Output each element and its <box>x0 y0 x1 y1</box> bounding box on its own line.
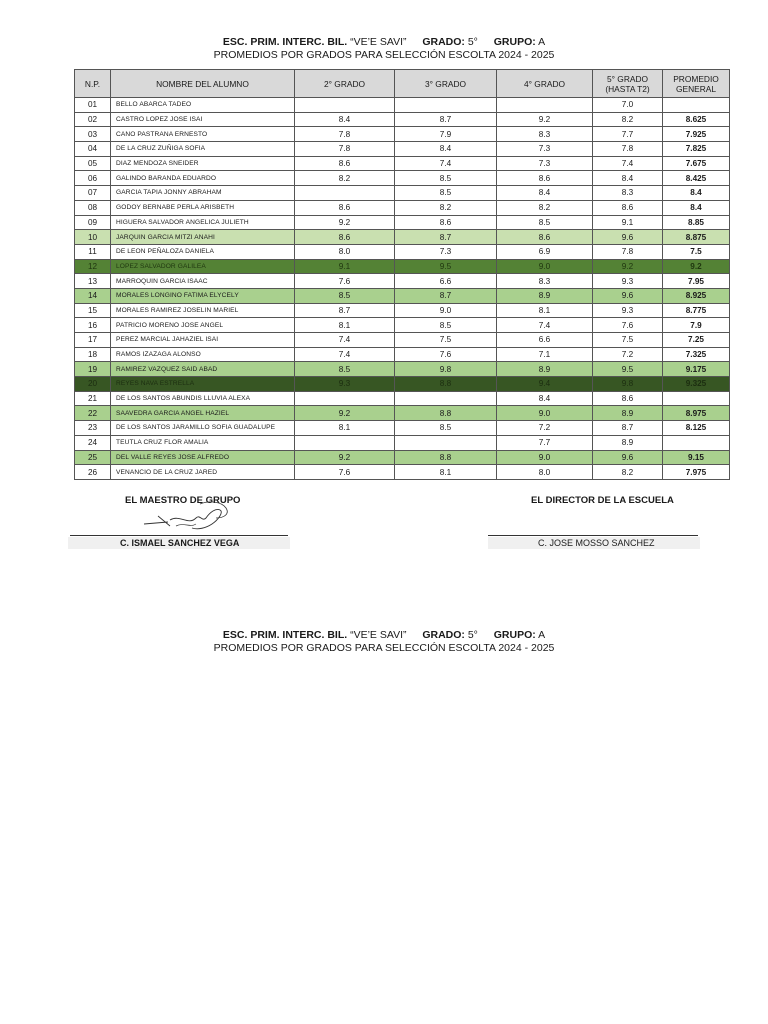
director-signature-title: EL DIRECTOR DE LA ESCUELA <box>531 495 674 506</box>
cell-grade5: 8.4 <box>593 171 663 186</box>
cell-grade2: 8.7 <box>295 303 395 318</box>
school-label: ESC. PRIM. INTERC. BIL. <box>222 36 348 48</box>
cell-student-name: CANO PASTRANA ERNESTO <box>111 127 295 142</box>
cell-grade3: 7.6 <box>395 347 497 362</box>
cell-grade3: 7.4 <box>395 156 497 171</box>
cell-grade2: 8.5 <box>295 288 395 303</box>
cell-grade2: 7.4 <box>295 333 395 348</box>
cell-grade5: 7.0 <box>593 98 663 113</box>
table-row <box>75 333 730 348</box>
cell-grade5: 9.8 <box>593 377 663 392</box>
document-subtitle: PROMEDIOS POR GRADOS PARA SELECCIÓN ESCOLTA 2024 - 2025 <box>213 49 555 61</box>
cell-grade4: 8.3 <box>497 127 593 142</box>
cell-grade3: 8.4 <box>395 142 497 157</box>
col-header-average: PROMEDIO GENERAL <box>663 70 730 98</box>
cell-grade4: 7.3 <box>497 156 593 171</box>
cell-np: 15 <box>75 303 111 318</box>
cell-grade4: 8.0 <box>497 465 593 480</box>
cell-grade5: 8.6 <box>593 200 663 215</box>
cell-average: 8.625 <box>663 112 730 127</box>
cell-grade2: 7.8 <box>295 127 395 142</box>
cell-student-name: MORALES RAMIREZ JOSELIN MARIEL <box>111 303 295 318</box>
cell-grade5: 9.6 <box>593 450 663 465</box>
cell-grade4: 9.4 <box>497 377 593 392</box>
cell-grade5: 8.2 <box>593 465 663 480</box>
cell-student-name: HIGUERA SALVADOR ANGELICA JULIETH <box>111 215 295 230</box>
cell-average: 7.5 <box>663 244 730 259</box>
table-header-row <box>75 70 730 98</box>
cell-grade3: 8.7 <box>395 230 497 245</box>
school-name: “VE’E SAVI” <box>350 36 407 48</box>
table-row <box>75 303 730 318</box>
cell-average: 7.675 <box>663 156 730 171</box>
cell-grade5: 9.1 <box>593 215 663 230</box>
cell-grade2: 8.6 <box>295 230 395 245</box>
cell-grade5: 7.8 <box>593 142 663 157</box>
cell-grade5: 8.7 <box>593 421 663 436</box>
grades-table <box>74 69 730 480</box>
cell-np: 03 <box>75 127 111 142</box>
col-header-grade5: 5° GRADO (HASTA T2) <box>593 70 663 98</box>
table-row <box>75 156 730 171</box>
cell-average: 9.15 <box>663 450 730 465</box>
cell-grade4: 8.6 <box>497 171 593 186</box>
cell-np: 04 <box>75 142 111 157</box>
cell-grade2: 7.6 <box>295 465 395 480</box>
teacher-name: C. ISMAEL SANCHEZ VEGA <box>120 538 240 548</box>
cell-grade4: 9.0 <box>497 406 593 421</box>
table-row <box>75 406 730 421</box>
group-value: A <box>538 36 546 48</box>
col-header-grade2: 2° GRADO <box>295 70 395 98</box>
col-header-name: NOMBRE DEL ALUMNO <box>111 70 295 98</box>
cell-grade4: 8.1 <box>497 303 593 318</box>
cell-np: 20 <box>75 377 111 392</box>
cell-grade2: 8.6 <box>295 200 395 215</box>
table-row <box>75 347 730 362</box>
table-row <box>75 391 730 406</box>
document-header <box>0 36 768 62</box>
cell-average: 8.975 <box>663 406 730 421</box>
cell-grade2: 8.1 <box>295 318 395 333</box>
cell-average: 8.775 <box>663 303 730 318</box>
cell-grade3: 8.5 <box>395 171 497 186</box>
col-header-grade3: 3° GRADO <box>395 70 497 98</box>
cell-student-name: VENANCIO DE LA CRUZ JARED <box>111 465 295 480</box>
cell-grade4: 7.3 <box>497 142 593 157</box>
teacher-signature-image <box>140 496 240 536</box>
cell-student-name: BELLO ABARCA TADEO <box>111 98 295 113</box>
cell-grade5: 9.3 <box>593 303 663 318</box>
cell-grade2 <box>295 98 395 113</box>
cell-student-name: MORALES LONGINO FATIMA ELYCELY <box>111 288 295 303</box>
cell-grade3: 8.2 <box>395 200 497 215</box>
cell-grade2: 8.6 <box>295 156 395 171</box>
cell-grade2: 9.2 <box>295 215 395 230</box>
table-row <box>75 200 730 215</box>
cell-grade5: 7.5 <box>593 333 663 348</box>
document-subtitle-repeat: PROMEDIOS POR GRADOS PARA SELECCIÓN ESCOLTA 2024 - 2025 <box>213 642 555 654</box>
table-row <box>75 421 730 436</box>
cell-grade5: 9.3 <box>593 274 663 289</box>
school-line-repeat <box>0 629 768 642</box>
cell-grade5: 8.6 <box>593 391 663 406</box>
table-row <box>75 186 730 201</box>
cell-grade3: 7.5 <box>395 333 497 348</box>
grade-value: 5° <box>467 36 478 48</box>
col-header-np: N.P. <box>75 70 111 98</box>
cell-grade3: 7.9 <box>395 127 497 142</box>
cell-average: 8.85 <box>663 215 730 230</box>
cell-grade5: 9.6 <box>593 288 663 303</box>
cell-average: 7.95 <box>663 274 730 289</box>
cell-grade3: 8.7 <box>395 112 497 127</box>
cell-grade3 <box>395 435 497 450</box>
cell-grade4: 7.7 <box>497 435 593 450</box>
cell-grade4: 8.5 <box>497 215 593 230</box>
cell-grade2: 9.2 <box>295 450 395 465</box>
cell-student-name: GALINDO BARANDA EDUARDO <box>111 171 295 186</box>
cell-grade2 <box>295 186 395 201</box>
cell-student-name: SAAVEDRA GARCIA ANGEL HAZIEL <box>111 406 295 421</box>
table-row <box>75 215 730 230</box>
cell-np: 05 <box>75 156 111 171</box>
table-row <box>75 244 730 259</box>
cell-grade5: 7.6 <box>593 318 663 333</box>
cell-grade4: 7.1 <box>497 347 593 362</box>
table-row <box>75 274 730 289</box>
cell-student-name: MARROQUIN GARCIA ISAAC <box>111 274 295 289</box>
cell-student-name: PATRICIO MORENO JOSE ANGEL <box>111 318 295 333</box>
cell-grade4: 9.0 <box>497 450 593 465</box>
cell-average: 7.325 <box>663 347 730 362</box>
cell-average: 7.825 <box>663 142 730 157</box>
grade-value: 5° <box>467 629 478 641</box>
cell-grade5: 9.5 <box>593 362 663 377</box>
cell-grade4: 8.9 <box>497 362 593 377</box>
col-header-grade4: 4° GRADO <box>497 70 593 98</box>
cell-np: 02 <box>75 112 111 127</box>
cell-np: 21 <box>75 391 111 406</box>
cell-grade2: 7.8 <box>295 142 395 157</box>
cell-np: 07 <box>75 186 111 201</box>
cell-grade3: 6.6 <box>395 274 497 289</box>
cell-np: 17 <box>75 333 111 348</box>
document-header-repeat <box>0 629 768 655</box>
cell-np: 22 <box>75 406 111 421</box>
cell-grade3: 8.8 <box>395 450 497 465</box>
cell-grade4: 8.6 <box>497 230 593 245</box>
cell-np: 14 <box>75 288 111 303</box>
cell-np: 11 <box>75 244 111 259</box>
cell-grade3: 8.8 <box>395 406 497 421</box>
cell-grade3 <box>395 98 497 113</box>
cell-np: 24 <box>75 435 111 450</box>
cell-np: 09 <box>75 215 111 230</box>
table-row <box>75 362 730 377</box>
table-row <box>75 465 730 480</box>
table-row <box>75 98 730 113</box>
table-row <box>75 318 730 333</box>
cell-average <box>663 435 730 450</box>
cell-grade5: 9.2 <box>593 259 663 274</box>
cell-student-name: DE LEON PEÑALOZA DANIELA <box>111 244 295 259</box>
cell-average: 8.875 <box>663 230 730 245</box>
cell-grade5: 7.7 <box>593 127 663 142</box>
cell-average: 8.425 <box>663 171 730 186</box>
table-row <box>75 435 730 450</box>
cell-grade5: 8.2 <box>593 112 663 127</box>
cell-average: 7.9 <box>663 318 730 333</box>
teacher-signature-line <box>70 535 288 536</box>
cell-average: 8.125 <box>663 421 730 436</box>
cell-grade3: 8.6 <box>395 215 497 230</box>
cell-grade2 <box>295 435 395 450</box>
cell-grade3: 8.5 <box>395 421 497 436</box>
cell-grade2: 9.2 <box>295 406 395 421</box>
cell-average: 7.925 <box>663 127 730 142</box>
cell-grade3: 9.5 <box>395 259 497 274</box>
cell-np: 12 <box>75 259 111 274</box>
cell-grade5: 8.3 <box>593 186 663 201</box>
cell-grade2: 9.3 <box>295 377 395 392</box>
cell-grade5: 7.2 <box>593 347 663 362</box>
cell-student-name: PEREZ MARCIAL JAHAZIEL ISAI <box>111 333 295 348</box>
cell-student-name: GODOY BERNABE PERLA ARISBETH <box>111 200 295 215</box>
cell-grade2: 7.4 <box>295 347 395 362</box>
school-name: “VE’E SAVI” <box>350 629 407 641</box>
cell-average: 8.925 <box>663 288 730 303</box>
cell-student-name: GARCIA TAPIA JONNY ABRAHAM <box>111 186 295 201</box>
cell-grade3: 7.3 <box>395 244 497 259</box>
cell-np: 13 <box>75 274 111 289</box>
cell-grade5: 8.9 <box>593 435 663 450</box>
cell-grade4: 8.3 <box>497 274 593 289</box>
cell-grade4: 8.4 <box>497 391 593 406</box>
cell-np: 19 <box>75 362 111 377</box>
cell-average: 9.175 <box>663 362 730 377</box>
cell-grade4: 8.4 <box>497 186 593 201</box>
cell-grade2: 8.0 <box>295 244 395 259</box>
cell-grade2: 8.4 <box>295 112 395 127</box>
cell-grade4: 8.2 <box>497 200 593 215</box>
cell-grade5: 7.4 <box>593 156 663 171</box>
table-row <box>75 171 730 186</box>
cell-student-name: LOPEZ SALVADOR GALILEA <box>111 259 295 274</box>
table-row <box>75 259 730 274</box>
cell-grade3: 9.0 <box>395 303 497 318</box>
cell-grade2: 8.1 <box>295 421 395 436</box>
cell-np: 25 <box>75 450 111 465</box>
cell-grade3 <box>395 391 497 406</box>
cell-grade4: 7.4 <box>497 318 593 333</box>
table-row <box>75 377 730 392</box>
cell-grade4: 9.2 <box>497 112 593 127</box>
table-row <box>75 230 730 245</box>
director-name: C. JOSE MOSSO SANCHEZ <box>538 538 655 548</box>
cell-grade3: 8.5 <box>395 318 497 333</box>
director-signature-line <box>488 535 698 536</box>
cell-grade2: 7.6 <box>295 274 395 289</box>
cell-grade5: 8.9 <box>593 406 663 421</box>
cell-np: 10 <box>75 230 111 245</box>
cell-student-name: CASTRO LOPEZ JOSE ISAI <box>111 112 295 127</box>
cell-np: 23 <box>75 421 111 436</box>
cell-grade4 <box>497 98 593 113</box>
cell-grade2 <box>295 391 395 406</box>
group-value: A <box>538 629 546 641</box>
cell-np: 18 <box>75 347 111 362</box>
table-body <box>75 98 730 480</box>
cell-student-name: RAMIREZ VAZQUEZ SAID ABAD <box>111 362 295 377</box>
cell-average: 7.25 <box>663 333 730 348</box>
table-row <box>75 142 730 157</box>
table-row <box>75 112 730 127</box>
teacher-signature-title: EL MAESTRO DE GRUPO <box>125 495 241 506</box>
cell-average: 9.2 <box>663 259 730 274</box>
cell-student-name: REYES NAVA ESTRELLA <box>111 377 295 392</box>
cell-average: 8.4 <box>663 200 730 215</box>
cell-grade4: 6.9 <box>497 244 593 259</box>
cell-np: 06 <box>75 171 111 186</box>
table-row <box>75 288 730 303</box>
cell-average <box>663 391 730 406</box>
cell-student-name: TEUTLA CRUZ FLOR AMALIA <box>111 435 295 450</box>
group-label: GRUPO: <box>493 36 536 48</box>
cell-student-name: DEL VALLE REYES JOSE ALFREDO <box>111 450 295 465</box>
cell-grade5: 7.8 <box>593 244 663 259</box>
cell-average: 8.4 <box>663 186 730 201</box>
cell-grade3: 8.5 <box>395 186 497 201</box>
cell-np: 01 <box>75 98 111 113</box>
cell-student-name: DE LA CRUZ ZUÑIGA SOFIA <box>111 142 295 157</box>
cell-grade5: 9.6 <box>593 230 663 245</box>
cell-average <box>663 98 730 113</box>
cell-np: 26 <box>75 465 111 480</box>
cell-student-name: JARQUIN GARCIA MITZI ANAHI <box>111 230 295 245</box>
school-line <box>0 36 768 49</box>
grade-label: GRADO: <box>422 629 465 641</box>
cell-student-name: DIAZ MENDOZA SNEIDER <box>111 156 295 171</box>
table-row <box>75 127 730 142</box>
cell-average: 9.325 <box>663 377 730 392</box>
cell-student-name: DE LOS SANTOS ABUNDIS LLUVIA ALEXA <box>111 391 295 406</box>
cell-grade2: 8.2 <box>295 171 395 186</box>
school-label: ESC. PRIM. INTERC. BIL. <box>222 629 348 641</box>
cell-grade3: 8.8 <box>395 377 497 392</box>
cell-np: 16 <box>75 318 111 333</box>
cell-np: 08 <box>75 200 111 215</box>
cell-grade4: 7.2 <box>497 421 593 436</box>
table-row <box>75 450 730 465</box>
cell-grade3: 9.8 <box>395 362 497 377</box>
cell-grade4: 6.6 <box>497 333 593 348</box>
cell-grade4: 8.9 <box>497 288 593 303</box>
cell-grade2: 9.1 <box>295 259 395 274</box>
cell-grade2: 8.5 <box>295 362 395 377</box>
cell-student-name: DE LOS SANTOS JARAMILLO SOFIA GUADALUPE <box>111 421 295 436</box>
cell-grade4: 9.0 <box>497 259 593 274</box>
cell-student-name: RAMOS IZAZAGA ALONSO <box>111 347 295 362</box>
group-label: GRUPO: <box>493 629 536 641</box>
cell-average: 7.975 <box>663 465 730 480</box>
grade-label: GRADO: <box>422 36 465 48</box>
cell-grade3: 8.1 <box>395 465 497 480</box>
cell-grade3: 8.7 <box>395 288 497 303</box>
